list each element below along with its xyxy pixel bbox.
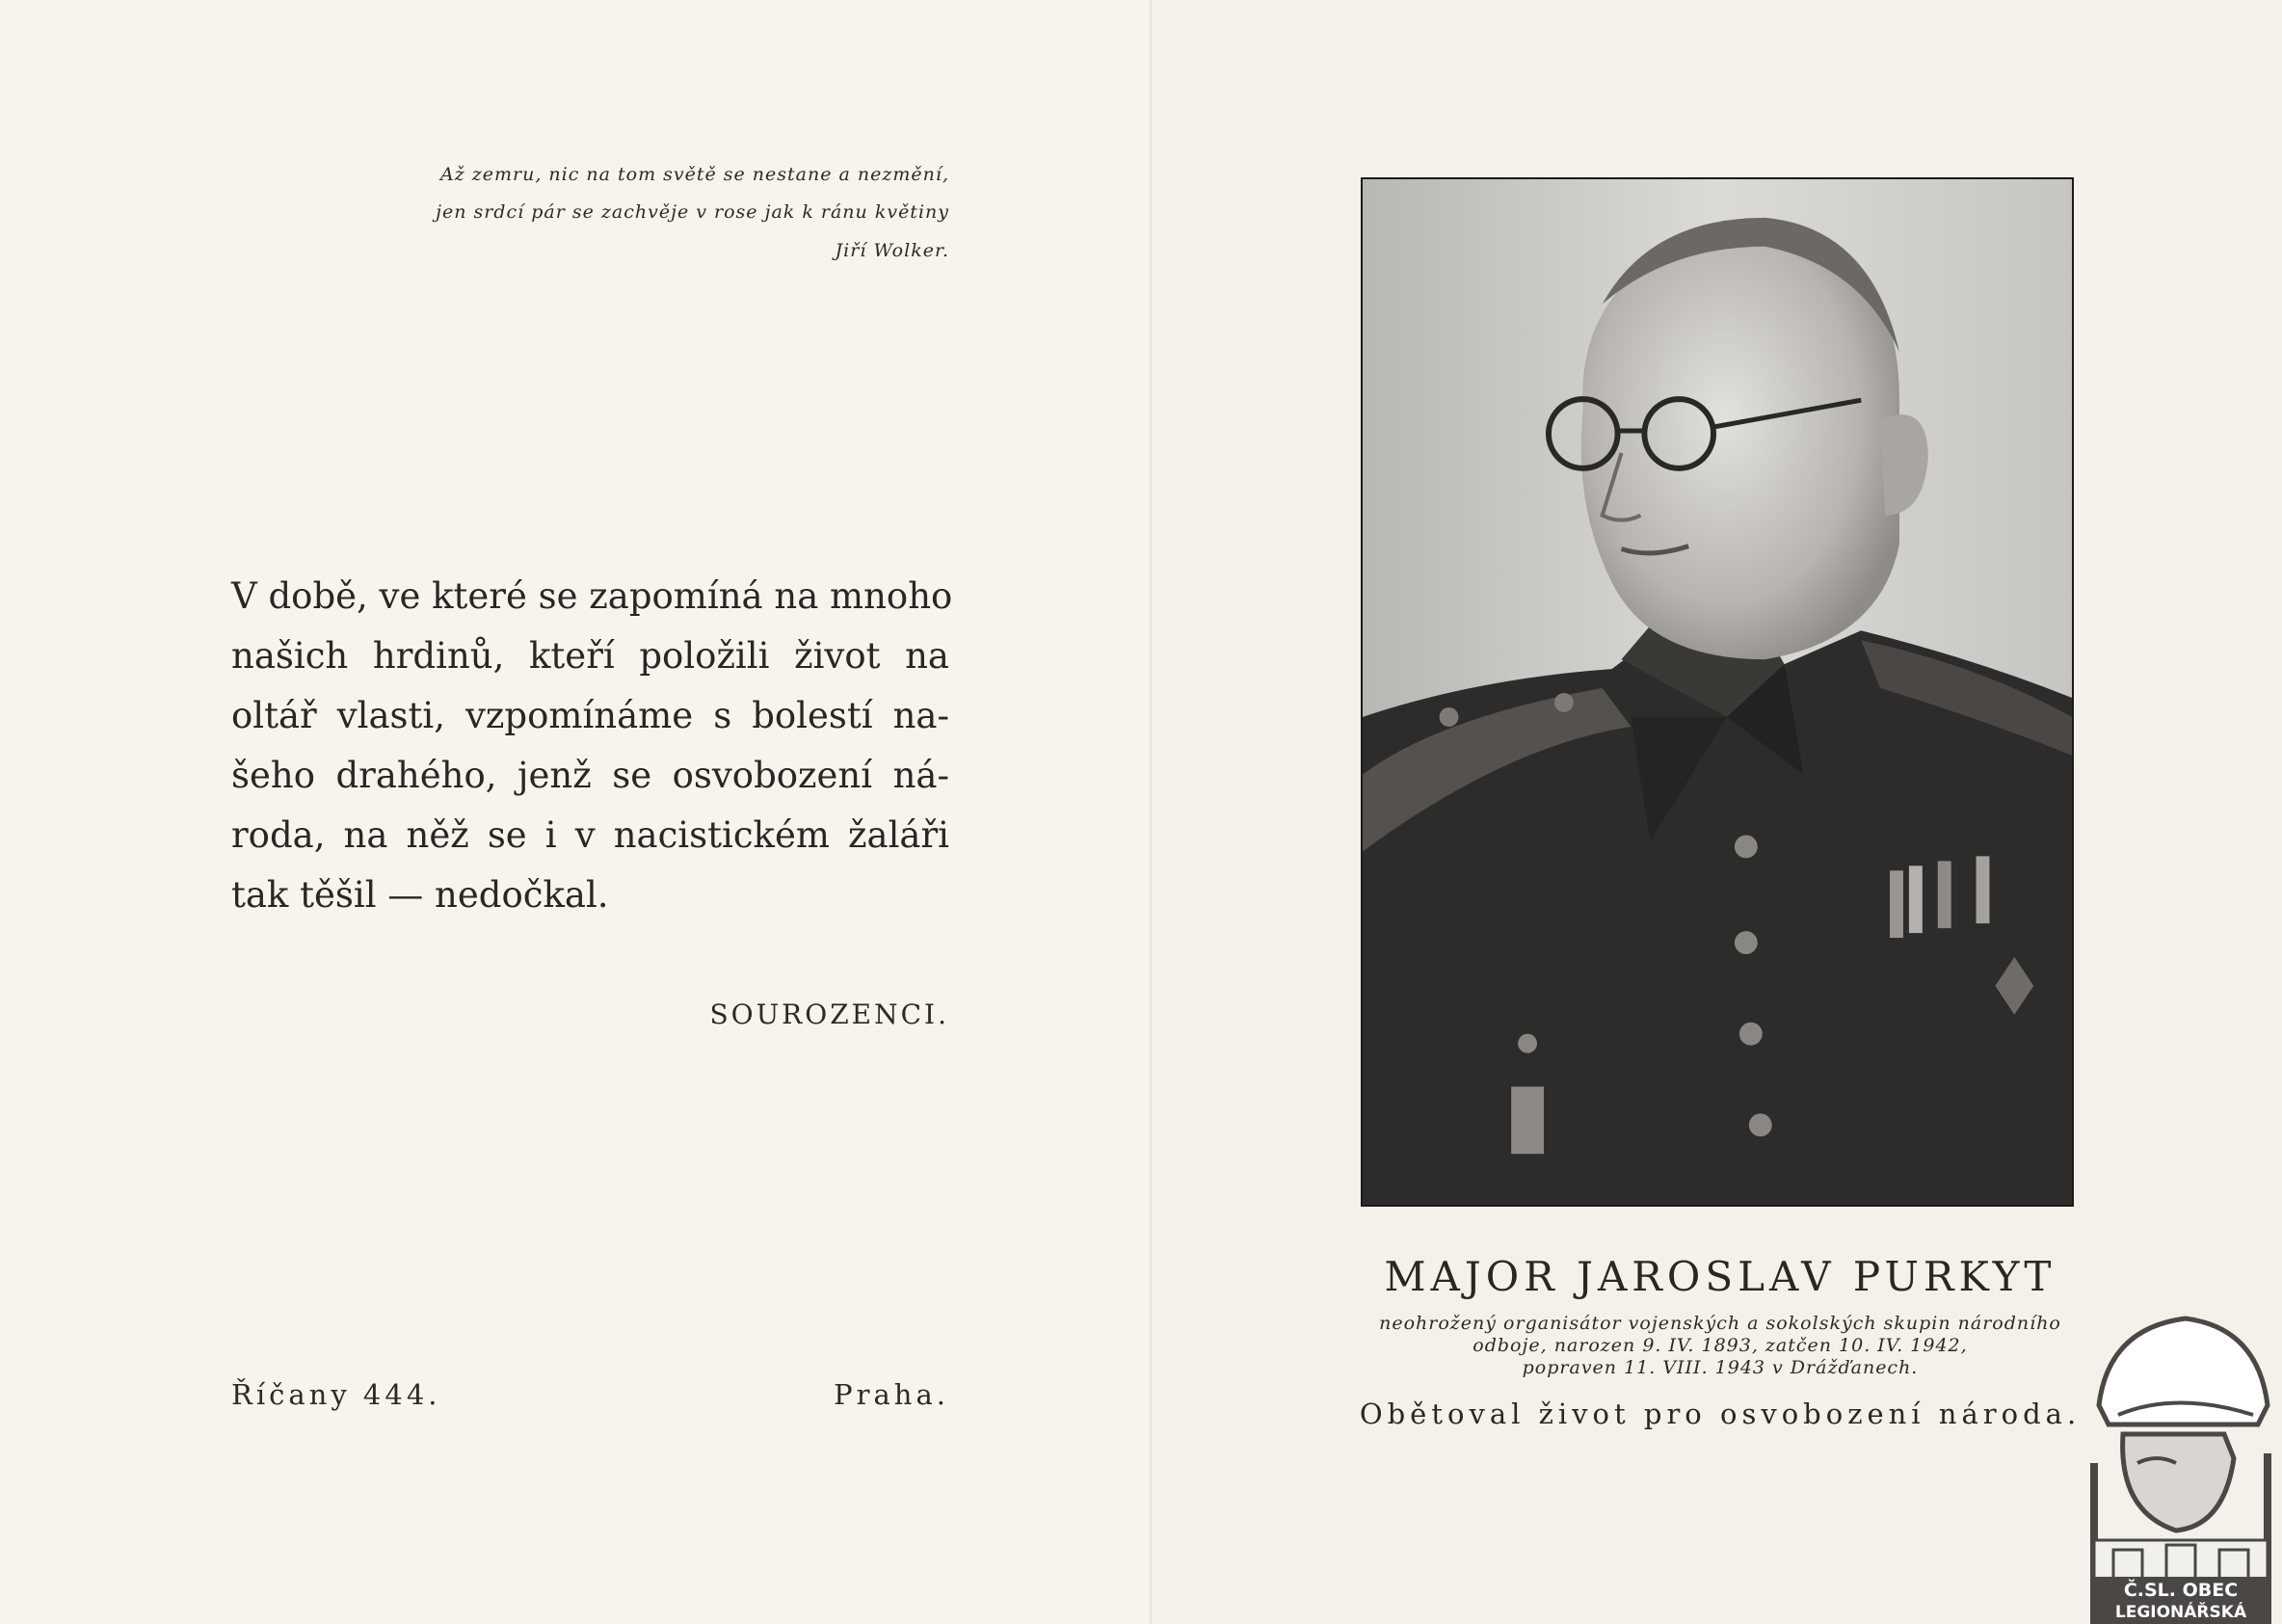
portrait-illustration xyxy=(1363,179,2072,1205)
dedication-line-6: tak těšil — nedočkal. xyxy=(231,874,609,916)
biography xyxy=(1344,1313,2096,1379)
signature-siblings: SOUROZENCI. xyxy=(709,998,949,1030)
dedication-line-2: našich hrdinů, kteří položili život na xyxy=(231,635,949,677)
legion-logo-icon xyxy=(2080,1290,2282,1624)
dedication-line-1: V době, ve které se zapomíná na mnoho xyxy=(231,575,953,617)
footer-city: Praha. xyxy=(834,1378,949,1411)
bio-line-3: popraven 11. VIII. 1943 v Drážďanech. xyxy=(1522,1357,1919,1378)
sacrifice-line: Obětoval život pro osvobození národa. xyxy=(1359,1398,2082,1430)
logo-text-line-2: LEGIONÁŘSKÁ xyxy=(2114,1603,2247,1622)
deceased-name: MAJOR JAROSLAV PURKYT xyxy=(1384,1253,2056,1300)
epigraph-author: Jiří Wolker. xyxy=(835,240,949,261)
dedication-line-4: šeho drahého, jenž se osvobození ná- xyxy=(231,755,949,796)
epigraph-line-2: jen srdcí pár se zachvěje v rose jak k ránu květiny xyxy=(436,201,949,223)
bio-line-1: neohrožený organisátor vojenských a sokolských skupin národního xyxy=(1379,1313,2061,1334)
epigraph xyxy=(366,156,949,270)
dedication-line-5: roda, na něž se i v nacistickém žaláři xyxy=(231,814,949,856)
footer-address: Říčany 444. xyxy=(231,1378,441,1411)
epigraph-line-1: Až zemru, nic na tom světě se nestane a nezmění, xyxy=(439,164,949,185)
legion-logo-watermark xyxy=(2080,1290,2282,1624)
portrait-photo xyxy=(1361,177,2074,1207)
bio-line-2: odboje, narozen 9. IV. 1893, zatčen 10. IV. 1942, xyxy=(1473,1335,1968,1356)
dedication-text xyxy=(231,567,953,925)
logo-text-line-1: Č.SL. OBEC xyxy=(2123,1580,2239,1601)
dedication-line-3: oltář vlasti, vzpomínáme s bolestí na- xyxy=(231,695,949,736)
